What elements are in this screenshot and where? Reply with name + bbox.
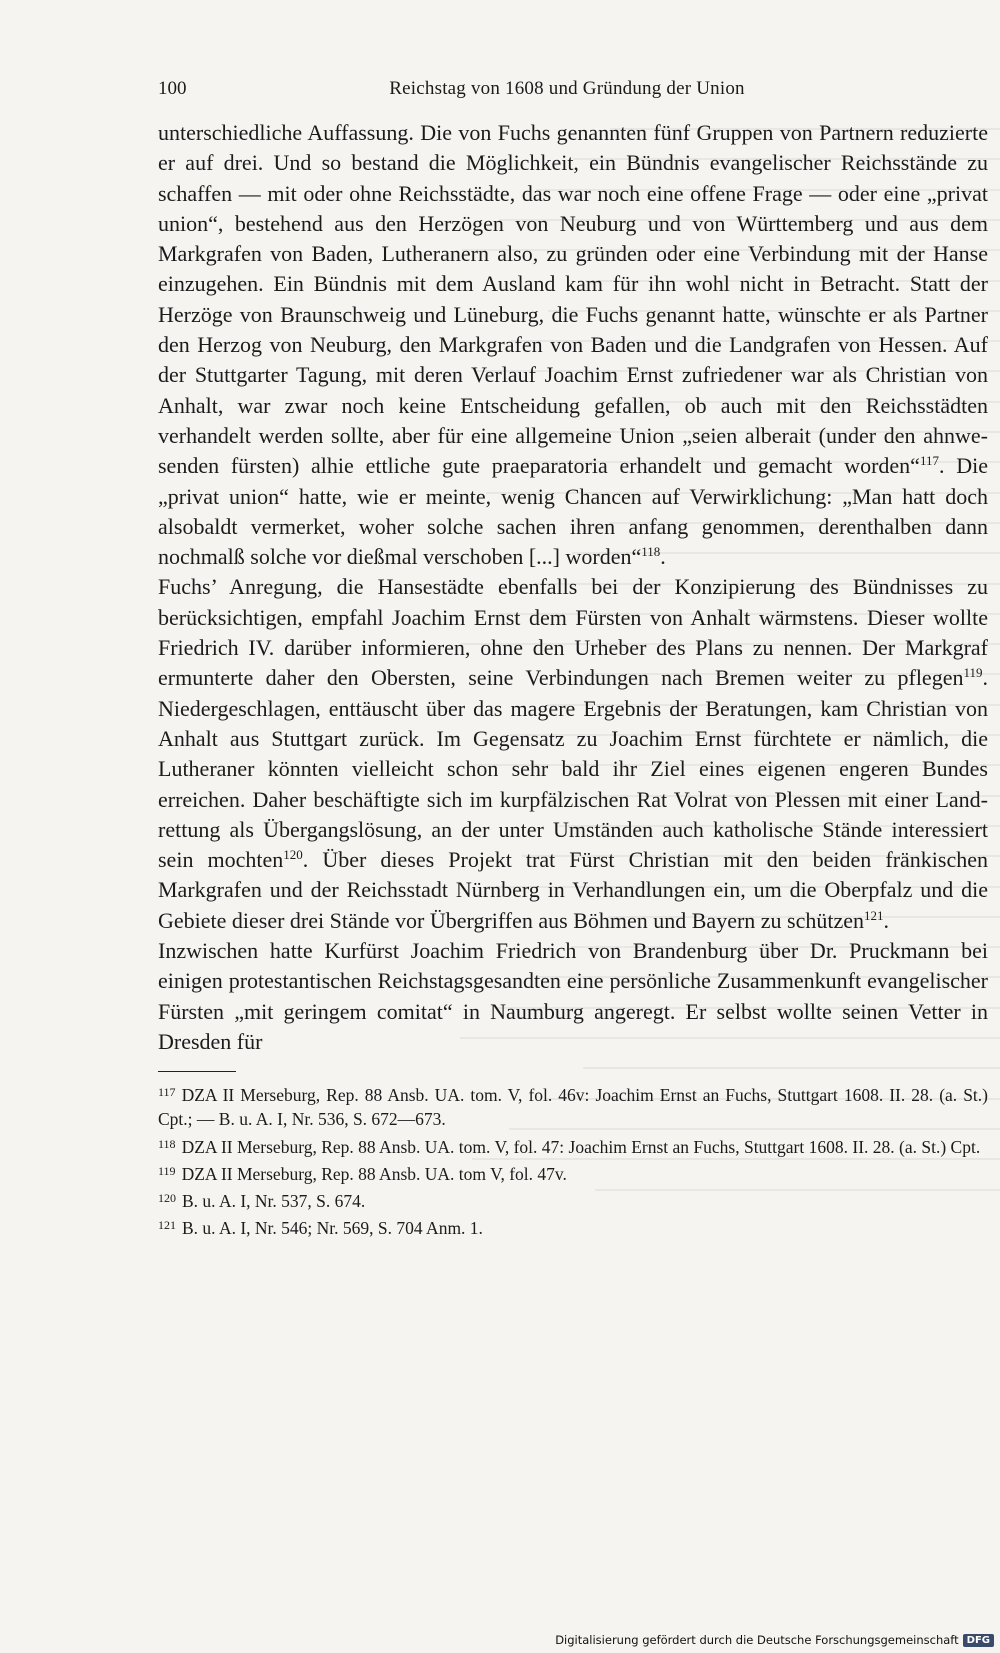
footnote-number: 117 <box>158 1085 176 1100</box>
paragraph-text: unterschiedliche Auffassung. Die von Fuchs genannten fünf Gruppen von Partnern reduzierte er auf drei. Und so bestand die Möglichkeit, ein Bündnis evangelischer Reichsstände zu schaffen — mit oder ohne Reichsstädte, das war noch eine offene Frage — oder eine „privat union“, bestehend aus den Herzögen von Neuburg und von Württemberg und aus dem Markgrafen von Baden, Lutheranern also, zu gründen oder eine Verbindung mit der Hanse einzugehen. Ein Bündnis mit dem Ausland kam für ihn wohl nicht in Betracht. Statt der Herzöge von Braunschweig und Lüneburg, die Fuchs genannt hatte, wünschte er als Partner den Herzog von Neuburg, den Markgrafen von Baden und die Landgrafen von Hessen. Auf der Stuttgarter Tagung, mit deren Verlauf Joachim Ernst zufriedener war als Christian von Anhalt, war zwar noch keine Entscheidung gefallen, ob auch mit den Reichsstädten verhandelt werden sollte, aber für eine allgemeine Union „seien alberait (under den ahnwesenden fürsten) alhie ettliche gute praeparatoria erhandelt und gemacht worden“ <box>158 120 988 479</box>
footnote-number: 119 <box>158 1163 176 1178</box>
footnote-number: 120 <box>158 1191 176 1206</box>
footnote <box>158 1132 988 1159</box>
paragraph-text: . <box>883 907 890 933</box>
footnote-number: 118 <box>158 1136 176 1151</box>
footnote-number: 121 <box>158 1218 176 1233</box>
footnote <box>158 1159 988 1186</box>
running-title: Reichstag von 1608 und Gründung der Union <box>389 78 745 99</box>
paragraph <box>158 936 988 1057</box>
paragraph-text: . <box>660 544 666 570</box>
book-page <box>158 78 988 1240</box>
footnote-reference[interactable]: 119 <box>963 665 983 681</box>
footnote <box>158 1080 988 1131</box>
footnote <box>158 1213 988 1240</box>
footnote-reference[interactable]: 118 <box>641 544 661 560</box>
paragraph-text: Fuchs’ Anregung, die Hansestädte ebenfalls bei der Konzipierung des Bündnisses zu berücksichtigen, empfahl Joachim Ernst dem Fürsten von Anhalt wärmstens. Dieser wollte Friedrich IV. darüber informieren, ohne den Urheber des Plans zu nennen. Der Markgraf ermunterte daher den Obersten, seine Verbindungen nach Bremen weiter zu pflegen <box>158 574 988 691</box>
paragraph <box>158 572 988 936</box>
page-number: 100 <box>158 78 187 99</box>
running-head <box>158 78 988 106</box>
footnote <box>158 1186 988 1213</box>
paragraph <box>158 118 988 572</box>
footnote-text: DZA II Merseburg, Rep. 88 Ansb. UA. tom V, fol. 47v. <box>181 1163 567 1184</box>
footnotes <box>158 1080 988 1240</box>
footnote-reference[interactable]: 121 <box>864 907 884 923</box>
paragraph-text: Inzwischen hatte Kurfürst Joachim Friedrich von Brandenburg über Dr. Pruckmann bei einigen protestantischen Reichstagsgesandten eine persönliche Zusammenkunft evangelischer Fürsten „mit geringem comitat“ in Naumburg angeregt. Er selbst wollte seinen Vetter in Dresden für <box>158 938 988 1054</box>
digitization-banner <box>555 1633 994 1647</box>
footnote-text: B. u. A. I, Nr. 546; Nr. 569, S. 704 Anm. 1. <box>182 1218 483 1239</box>
footnote-text: B. u. A. I, Nr. 537, S. 674. <box>182 1191 366 1212</box>
footnote-reference[interactable]: 117 <box>919 453 939 469</box>
paragraph-text: . Über dieses Projekt trat Fürst Christian mit den beiden fränkischen Markgrafen und der Reichsstadt Nürnberg in Verhandlungen ein, um die Oberpfalz und die Gebiete dieser drei Stände vor Übergriffen aus Böhmen und Bayern zu schützen <box>158 847 988 933</box>
banner-text: Digitalisierung gefördert durch die Deutsche Forschungsgemeinschaft <box>555 1633 959 1647</box>
paragraph-text: . Niedergeschlagen, enttäuscht über das magere Ergebnis der Beratungen, kam Christian von Anhalt aus Stuttgart zurück. Im Gegensatz zu Joachim Ernst fürchtete er nämlich, die Lutheraner könnten vielleicht schon sehr bald ihr Ziel eines eigenen engeren Bundes erreichen. Daher beschäftigte sich im kurpfälzischen Rat Volrat von Plessen mit einer Landrettung als Übergangslösung, an der unter Umständen auch katholische Stände interessiert sein mochten <box>158 665 988 873</box>
body-text <box>158 118 988 1057</box>
dfg-logo-icon: DFG <box>963 1634 994 1647</box>
paragraph-text: . Die „privat union“ hatte, wie er meinte, wenig Chancen auf Verwirklichung: „Man hatt doch alsobaldt vermerket, woher solche sachen ihren anfang genommen, derenthalben dann nochmalß solche vor dießmal verschoben [...] worden“ <box>158 453 989 570</box>
footnote-reference[interactable]: 120 <box>283 847 303 863</box>
footnote-text: DZA II Merseburg, Rep. 88 Ansb. UA. tom. V, fol. 47: Joachim Ernst an Fuchs, Stuttgart 1608. II. 28. (a. St.) Cpt. <box>181 1136 981 1157</box>
footnote-rule <box>158 1071 236 1072</box>
footnote-text: DZA II Merseburg, Rep. 88 Ansb. UA. tom. V, fol. 46v: Joachim Ernst an Fuchs, Stuttgart 1608. II. 28. (a. St.) Cpt.; — B. u. A. I, Nr. 536, S. 672—673. <box>158 1085 988 1130</box>
